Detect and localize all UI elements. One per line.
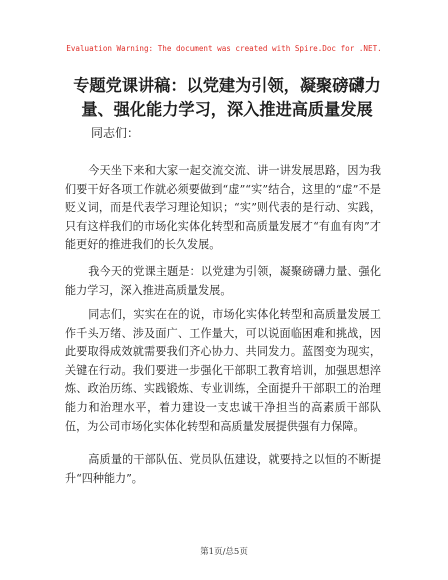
greeting: 同志们： xyxy=(91,126,140,140)
page-number: 第1页/总5页 xyxy=(200,547,248,557)
evaluation-warning: Evaluation Warning: The document was created with Spire.Doc for .NET. xyxy=(66,44,382,53)
paragraph-four-abilities: 高质量的干部队伍、党员队伍建设，就要持之以恒的不断提升“四种能力”。 xyxy=(65,453,381,485)
document-title: 专题党课讲稿：以党建为引领，凝聚磅礴力量、强化能力学习，深入推进高质量发展 xyxy=(73,76,381,119)
paragraph-training: 同志们，实实在在的说，市场化实体化转型和高质量发展工作千头万绪、涉及面广、工作量大，可以说面临困难和挑战，因此要取得成效就需要我们齐心协力、共同发力。蓝图变为现实，关键在行动。我们要进一步强化干部职工教育培训，加强思想淬炼、政治历练、实践锻炼、专业训练，全面提升干部职工的治理能力和治理水平，着力建设一支忠诚干净担当的高素质干部队伍，为公司市场化实体化转型和高质量发展提供强有力保障。 xyxy=(65,308,381,433)
paragraph-intro: 今天坐下来和大家一起交流交流、讲一讲发展思路，因为我们要干好各项工作就必须要做到“虚”“实”结合，这里的“虚”不是贬义词，而是代表学习理论知识；“实”则代表的是行动、实践，只有这样我们的市场化实体化转型和高质量发展才“有血有肉”才能更好的推进我们的长久发展。 xyxy=(65,164,381,252)
paragraph-topic: 我今天的党课主题是：以党建为引领，凝聚磅礴力量、强化能力学习，深入推进高质量发展。 xyxy=(65,265,381,297)
